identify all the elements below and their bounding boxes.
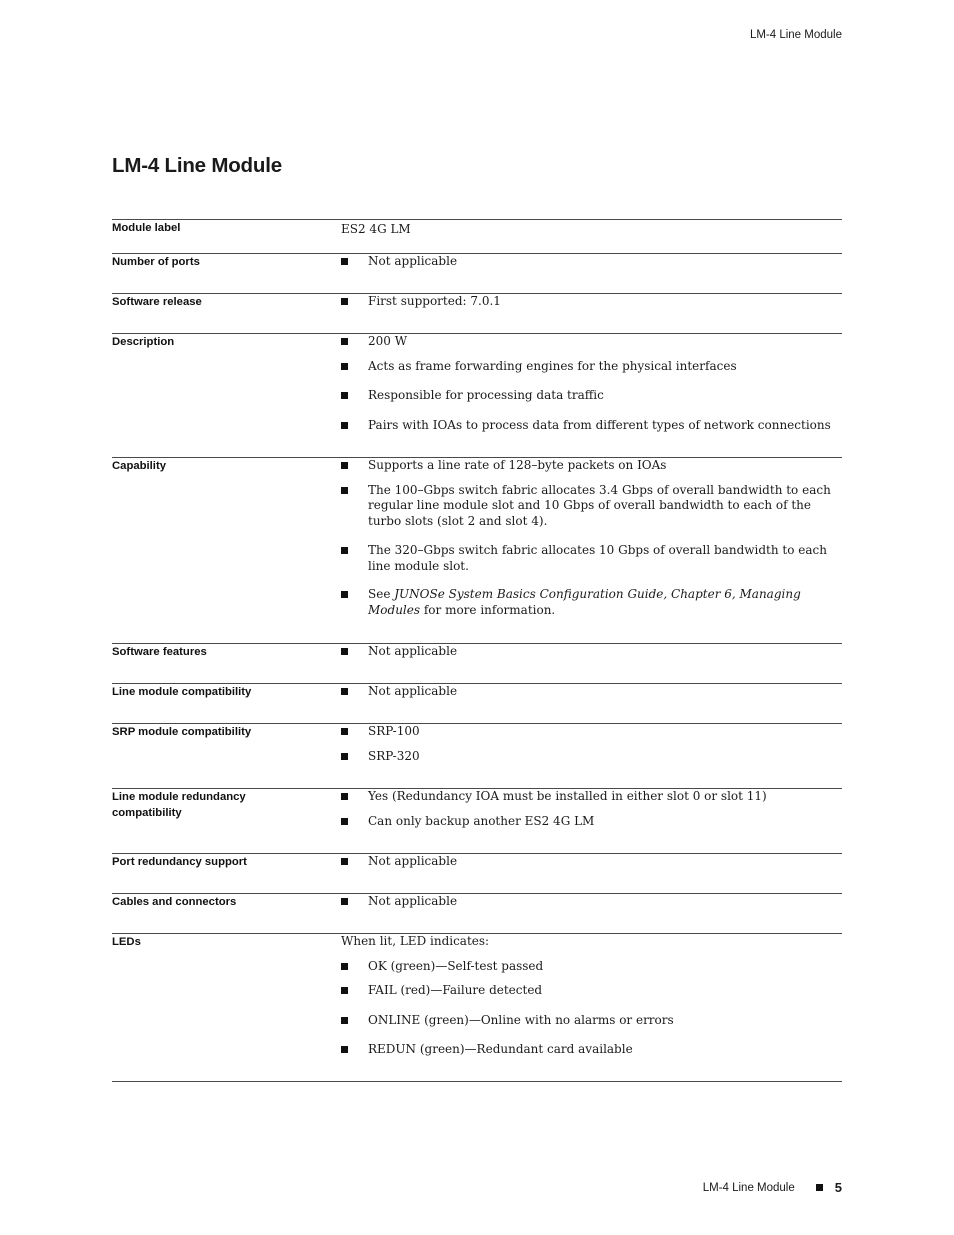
bullet-icon	[341, 547, 348, 554]
bullet-icon	[341, 818, 348, 825]
row-value	[341, 644, 842, 684]
row-label: Port redundancy support	[112, 854, 341, 894]
row-label: SRP module compatibility	[112, 724, 341, 789]
guide-reference: JUNOSe System Basics Configuration Guide, Chapter 6, Managing Modules	[368, 587, 801, 617]
list-item: First supported: 7.0.1	[341, 294, 842, 310]
row-label: Description	[112, 334, 341, 458]
module-label-value: ES2 4G LM	[341, 222, 411, 236]
page-number: 5	[834, 1180, 842, 1195]
bullet-icon	[341, 338, 348, 345]
row-label: Line module redundancy compatibility	[112, 789, 341, 854]
list-item: Not applicable	[341, 644, 842, 660]
list-item: SRP-100	[341, 724, 842, 740]
bullet-icon	[341, 728, 348, 735]
table-row	[112, 458, 842, 644]
list-item: Not applicable	[341, 854, 842, 870]
bullet-icon	[341, 987, 348, 994]
row-value	[341, 458, 842, 644]
table-row	[112, 724, 842, 789]
page-footer	[703, 1180, 842, 1195]
table-row	[112, 934, 842, 1082]
page-title: LM-4 Line Module	[112, 154, 282, 177]
list-item: SRP-320	[341, 749, 842, 765]
spec-table	[112, 219, 842, 1082]
bullet-icon	[341, 591, 348, 598]
row-value	[341, 934, 842, 1082]
list-item: Supports a line rate of 128–byte packets on IOAs	[341, 458, 842, 474]
table-row	[112, 294, 842, 334]
bullet-icon	[341, 793, 348, 800]
table-row	[112, 894, 842, 934]
list-item: Not applicable	[341, 684, 842, 700]
row-label: Software release	[112, 294, 341, 334]
row-label: Number of ports	[112, 254, 341, 294]
bullet-icon	[341, 963, 348, 970]
list-item: Can only backup another ES2 4G LM	[341, 814, 842, 830]
row-value	[341, 684, 842, 724]
row-value	[341, 334, 842, 458]
bullet-icon	[341, 487, 348, 494]
bullet-icon	[341, 753, 348, 760]
bullet-icon	[341, 422, 348, 429]
list-item: REDUN (green)—Redundant card available	[341, 1042, 842, 1058]
list-item: The 320–Gbps switch fabric allocates 10 Gbps of overall bandwidth to each line module slot.	[341, 543, 842, 574]
row-value	[341, 854, 842, 894]
list-item: Not applicable	[341, 254, 842, 270]
table-row	[112, 684, 842, 724]
bullet-icon	[341, 462, 348, 469]
list-item: Yes (Redundancy IOA must be installed in either slot 0 or slot 11)	[341, 789, 842, 805]
bullet-icon	[341, 648, 348, 655]
table-row	[112, 220, 842, 254]
list-item: Not applicable	[341, 894, 842, 910]
list-item: ONLINE (green)—Online with no alarms or errors	[341, 1013, 842, 1029]
list-item: Pairs with IOAs to process data from different types of network connections	[341, 418, 842, 434]
table-row	[112, 334, 842, 458]
bullet-icon	[341, 258, 348, 265]
table-row	[112, 254, 842, 294]
leds-intro: When lit, LED indicates:	[341, 934, 490, 948]
row-label: LEDs	[112, 934, 341, 1082]
bullet-icon	[341, 1017, 348, 1024]
bullet-icon	[341, 298, 348, 305]
list-item: OK (green)—Self-test passed	[341, 959, 842, 975]
row-value	[341, 220, 842, 254]
row-label: Cables and connectors	[112, 894, 341, 934]
row-value	[341, 789, 842, 854]
row-value	[341, 254, 842, 294]
row-label: Capability	[112, 458, 341, 644]
table-row	[112, 789, 842, 854]
row-label: Module label	[112, 220, 341, 254]
row-value	[341, 894, 842, 934]
list-item: The 100–Gbps switch fabric allocates 3.4 Gbps of overall bandwidth to each regular line module slot and 10 Gbps of overall bandwidth to each of the turbo slots (slot 2 and slot 4).	[341, 483, 842, 530]
list-item: See JUNOSe System Basics Configuration Guide, Chapter 6, Managing Modules for more information.	[341, 587, 842, 618]
bullet-icon	[341, 688, 348, 695]
running-header: LM-4 Line Module	[749, 29, 842, 41]
bullet-icon	[341, 898, 348, 905]
square-bullet-icon	[816, 1184, 823, 1191]
bullet-icon	[341, 363, 348, 370]
list-item: Responsible for processing data traffic	[341, 388, 842, 404]
row-value	[341, 724, 842, 789]
footer-section-title: LM-4 Line Module	[702, 1181, 795, 1194]
bullet-icon	[341, 1046, 348, 1053]
row-value	[341, 294, 842, 334]
list-item: 200 W	[341, 334, 842, 350]
bullet-icon	[341, 858, 348, 865]
table-row	[112, 644, 842, 684]
table-row	[112, 854, 842, 894]
bullet-icon	[341, 392, 348, 399]
list-item: FAIL (red)—Failure detected	[341, 983, 842, 999]
row-label: Software features	[112, 644, 341, 684]
list-item: Acts as frame forwarding engines for the physical interfaces	[341, 359, 842, 375]
row-label: Line module compatibility	[112, 684, 341, 724]
